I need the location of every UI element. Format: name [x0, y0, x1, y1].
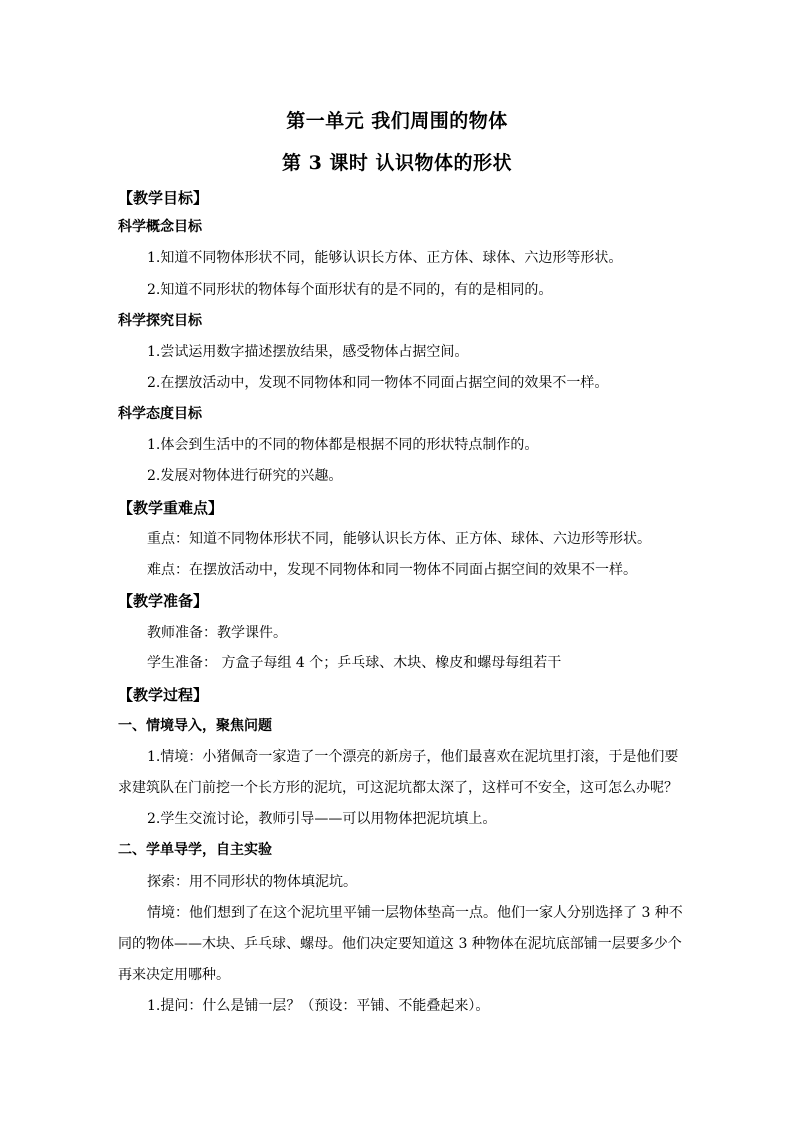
part2-question: 1.提问：什么是铺一层？（预设：平铺、不能叠起来）。 — [147, 998, 490, 1014]
lesson-title: 第 3 课时 认识物体的形状 — [281, 152, 513, 174]
key-point-item: 重点：知道不同物体形状不同，能够认识长方体、正方体、球体、六边形等形状。 — [147, 531, 651, 547]
part2-explore: 探索：用不同形状的物体填泥坑。 — [147, 874, 357, 890]
goal-inquiry-item: 1.尝试运用数字描述摆放结果，感受物体占据空间。 — [147, 344, 469, 360]
part1-heading: 一、情境导入，聚焦问题 — [118, 718, 272, 734]
section-heading-key-points: 【教学重难点】 — [118, 499, 224, 517]
part2-scenario-line: 情境：他们想到了在这个泥坑里平铺一层物体垫高一点。他们一家人分别选择了 3 种不 — [147, 905, 683, 921]
part2-scenario-line: 再来决定用哪种。 — [118, 967, 230, 983]
goal-attitude-heading: 科学态度目标 — [118, 406, 202, 422]
student-preparation: 学生准备： 方盒子每组 4 个；乒乓球、木块、橡皮和螺母每组若干 — [147, 655, 562, 671]
goal-inquiry-item: 2.在摆放活动中，发现不同物体和同一物体不同面占据空间的效果不一样。 — [147, 375, 609, 391]
part1-scenario-line: 1.情境：小猪佩奇一家造了一个漂亮的新房子，他们最喜欢在泥坑里打滚，于是他们要 — [147, 749, 679, 765]
goal-concept-item: 2.知道不同形状的物体每个面形状有的是不同的，有的是相同的。 — [147, 282, 553, 298]
difficult-point-item: 难点：在摆放活动中，发现不同物体和同一物体不同面占据空间的效果不一样。 — [147, 562, 637, 578]
part2-scenario-line: 同的物体——木块、乒乓球、螺母。他们决定要知道这 3 种物体在泥坑底部铺一层要多少个 — [118, 936, 682, 952]
part2-heading: 二、学单导学，自主实验 — [118, 842, 272, 858]
goal-concept-item: 1.知道不同物体形状不同，能够认识长方体、正方体、球体、六边形等形状。 — [147, 250, 623, 266]
goal-attitude-item: 2.发展对物体进行研究的兴趣。 — [147, 468, 343, 484]
section-heading-process: 【教学过程】 — [118, 686, 209, 704]
goal-attitude-item: 1.体会到生活中的不同的物体都是根据不同的形状特点制作的。 — [147, 437, 539, 453]
teacher-preparation: 教师准备：教学课件。 — [147, 625, 287, 641]
part1-scenario-line: 求建筑队在门前挖一个长方形的泥坑，可这泥坑都太深了，这样可不安全，这可怎么办呢？ — [118, 780, 678, 796]
section-heading-preparation: 【教学准备】 — [118, 592, 209, 610]
section-heading-goals: 【教学目标】 — [118, 189, 209, 207]
part1-discussion: 2.学生交流讨论，教师引导——可以用物体把泥坑填上。 — [147, 811, 497, 827]
goal-inquiry-heading: 科学探究目标 — [118, 313, 202, 329]
goal-concept-heading: 科学概念目标 — [118, 219, 202, 235]
unit-title: 第一单元 我们周围的物体 — [286, 110, 508, 132]
